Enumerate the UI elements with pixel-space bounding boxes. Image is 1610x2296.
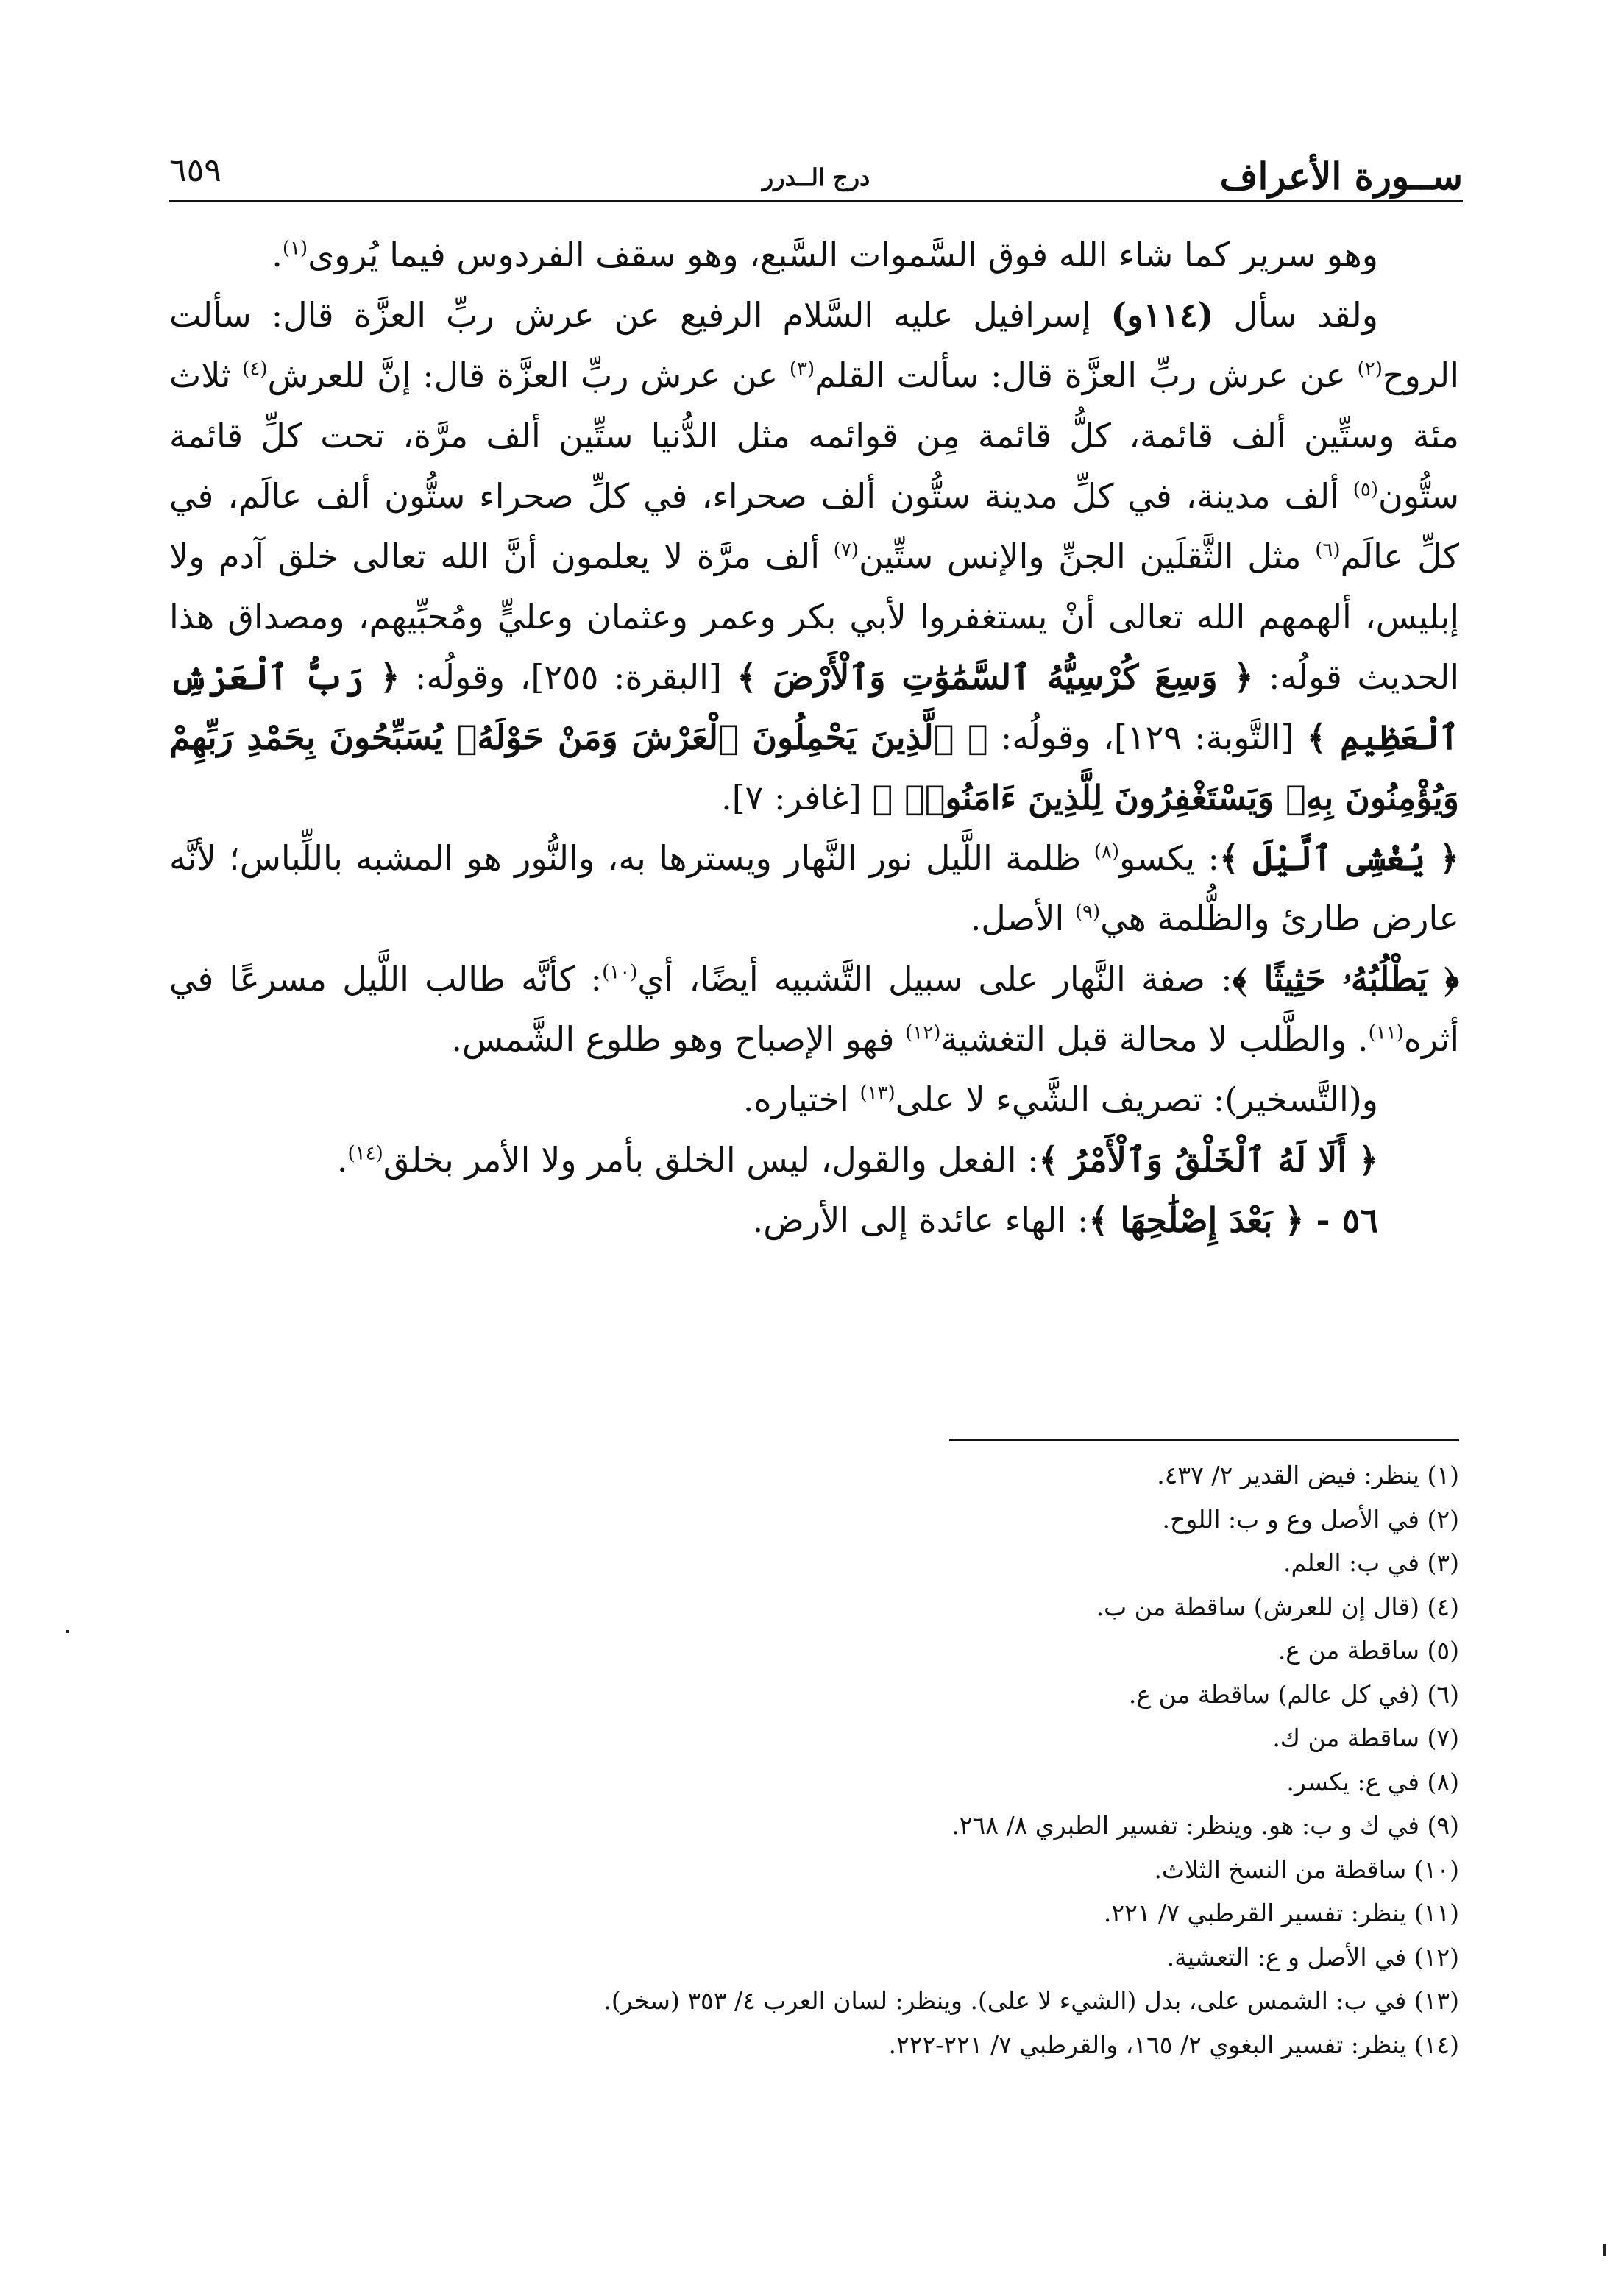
paragraph-1 bbox=[169, 224, 1459, 285]
text-run: [البقرة: ٢٥٥]، وقولُه: bbox=[400, 657, 737, 697]
quran-verse: ﴿ بَعْدَ إِصْلَٰحِهَا ﴾ bbox=[1088, 1200, 1305, 1240]
text-run: الأصل. bbox=[970, 899, 1075, 938]
footnote-ref: (٢) bbox=[1357, 358, 1383, 380]
quran-verse: ﴿ يَطْلُبُهُۥ حَثِيثًا ﴾ bbox=[1232, 959, 1459, 999]
footnote-ref: (٥) bbox=[1352, 478, 1379, 501]
footnote-ref: (١٤) bbox=[347, 1142, 383, 1165]
footnote-item: (٦) (في كل عالم) ساقطة من ع. bbox=[1128, 1679, 1459, 1709]
footnote-item: (٣) في ب: العلم. bbox=[1283, 1548, 1459, 1577]
quran-verse: ﴿ يُغْشِى ٱلَّيْلَ ﴾ bbox=[1219, 838, 1459, 878]
scan-mark bbox=[66, 1630, 69, 1633]
quran-verse: ﴿ رَبُّ ٱلْعَرْشِ ٱلْعَظِيمِ ﴾ bbox=[169, 657, 1459, 757]
text-run: [التَّوبة: ١٢٩]، وقولُه: bbox=[987, 718, 1307, 757]
page-number: ٦٥٩ bbox=[169, 152, 221, 189]
footnote-ref: (١٢) bbox=[905, 1021, 941, 1044]
book-title: درج الــدرر bbox=[762, 163, 870, 191]
text-run: [غافر: ٧]. bbox=[721, 778, 873, 818]
paragraph-2 bbox=[169, 285, 1459, 828]
footnote-item: (١) ينظر: فيض القدير ٢/ ٤٣٧. bbox=[1157, 1461, 1459, 1489]
bold-marker: (١١٤و) bbox=[1110, 295, 1214, 335]
header-divider bbox=[169, 200, 1463, 202]
text-run: ألف مرَّة لا يعلمون أنَّ الله تعالى خلق آدم ولا إبليس، ألهمهم الله تعالى أنْ يستغفروا لأبي بكر وعمر وعثمان وعليٍّ ومُحبِّيهم، ومصداق هذا الحديث قولُه: bbox=[169, 536, 1460, 697]
quran-verse: ﴿ وَسِعَ كُرْسِيُّهُ ٱلسَّمَٰوَٰتِ وَٱلْأَرْضَ ﴾ bbox=[737, 657, 1254, 697]
footnote-ref: (٧) bbox=[833, 539, 859, 561]
footnote-ref: (١٠) bbox=[602, 961, 638, 984]
footnote-ref: (٣) bbox=[789, 358, 815, 380]
footnote-divider bbox=[949, 1439, 1459, 1441]
footnote-item: (٤) (قال إن للعرش) ساقطة من ب. bbox=[1096, 1592, 1459, 1621]
paragraph-3 bbox=[169, 828, 1459, 949]
footnote-ref: (٦) bbox=[1315, 539, 1341, 561]
text-run: ثلاث مئة وستِّين ألف قائمة، كلُّ قائمة مِن قوائمه مثل الدُّنيا ستِّين ألف مرَّة، تحت كلِّ قائمة ستُّون bbox=[169, 355, 1460, 516]
text-run: : كأنَّه طالب اللَّيل مسرعًا في أثره bbox=[169, 959, 1459, 1059]
text-run: وهو سرير كما شاء الله فوق السَّموات السَّبع، وهو سقف الفردوس فيما يُروى bbox=[308, 235, 1378, 274]
paragraph-6 bbox=[169, 1130, 1459, 1190]
footnote-item: (١٤) ينظر: تفسير البغوي ٢/ ١٦٥، والقرطبي ٧/ ٢٢١-٢٢٢. bbox=[888, 2030, 1459, 2059]
text-run: : صفة النَّهار على سبيل التَّشبيه أيضًا، أي bbox=[637, 959, 1233, 999]
paragraph-7 bbox=[169, 1190, 1459, 1250]
paragraph-4 bbox=[169, 949, 1459, 1069]
footnote-ref: (٨) bbox=[1093, 840, 1120, 863]
text-run: : الهاء عائدة إلى الأرض. bbox=[752, 1200, 1089, 1240]
text-run: : الفعل والقول، ليس الخلق بأمر ولا الأمر بخلق bbox=[383, 1140, 1039, 1180]
footnote-ref: (٩) bbox=[1074, 901, 1101, 924]
main-text bbox=[169, 224, 1459, 1250]
quran-verse: ﴿ ٱلَّذِينَ يَحْمِلُونَ ٱلْعَرْشَ وَمَنْ حَوْلَهُۥ يُسَبِّحُونَ بِحَمْدِ رَبِّهِمْ وَيُؤْمِنُونَ بِهِۦ وَيَسْتَغْفِرُونَ لِلَّذِينَ ءَامَنُوا۟ ﴾ bbox=[169, 718, 1459, 818]
text-run: . bbox=[336, 1140, 348, 1180]
text-run: ولقد سأل bbox=[1213, 295, 1378, 335]
text-run: إسرافيل عليه السَّلام الرفيع عن عرش ربِّ العزَّة قال: سألت الروح bbox=[169, 295, 1459, 395]
footnote-ref: (١) bbox=[282, 237, 308, 260]
text-run: اختياره. bbox=[742, 1080, 860, 1119]
text-run: . bbox=[272, 235, 283, 274]
footnote-item: (١١) ينظر: تفسير القرطبي ٧/ ٢٢١. bbox=[1103, 1899, 1459, 1927]
text-run: : يكسو bbox=[1119, 838, 1219, 878]
text-run: فهو الإصباح وهو طلوع الشَّمس. bbox=[451, 1019, 906, 1059]
footnote-item: (١٢) في الأصل و ع: التعشية. bbox=[1166, 1942, 1459, 1971]
scan-mark bbox=[1603, 2244, 1606, 2256]
bold-marker: ٥٦ - bbox=[1304, 1200, 1378, 1240]
footnote-item: (٢) في الأصل وع و ب: اللوح. bbox=[1162, 1504, 1459, 1534]
footnote-item: (٩) في ك و ب: هو. وينظر: تفسير الطبري ٨/ ٢٦٨. bbox=[951, 1811, 1459, 1840]
running-header bbox=[169, 147, 1463, 199]
footnote-item: (١٠) ساقطة من النسخ الثلاث. bbox=[1154, 1854, 1459, 1884]
text-run: ألف مدينة، في كلِّ مدينة ستُّون ألف صحراء، في كلِّ صحراء ستُّون ألف عالَم، في كلِّ عالَم bbox=[169, 476, 1459, 576]
text-run: عن عرش ربِّ العزَّة قال: سألت القلم bbox=[815, 355, 1358, 395]
text-run: مثل الثَّقلَين الجنِّ والإنس ستِّين bbox=[858, 536, 1316, 576]
footnote-item: (١٣) في ب: الشمس على، بدل (الشيء لا على). وينظر: لسان العرب ٤/ ٣٥٣ (سخر). bbox=[603, 1986, 1459, 2015]
footnote-ref: (١١) bbox=[1368, 1021, 1404, 1044]
footnote-item: (٧) ساقطة من ك. bbox=[1272, 1723, 1459, 1752]
footnotes bbox=[603, 1453, 1459, 2066]
footnote-item: (٥) ساقطة من ع. bbox=[1277, 1636, 1459, 1665]
text-run: ظلمة اللَّيل نور النَّهار ويسترها به، والنُّور هو المشبه باللِّباس؛ لأنَّه عارض طارئ والظُّلمة هي bbox=[169, 838, 1459, 938]
footnote-ref: (١٣) bbox=[859, 1082, 896, 1105]
footnote-ref: (٤) bbox=[242, 358, 268, 380]
text-run: . والطَّلب لا محالة قبل التغشية bbox=[940, 1019, 1369, 1059]
quran-verse: ﴿ أَلَا لَهُ ٱلْخَلْقُ وَٱلْأَمْرُ ﴾ bbox=[1038, 1140, 1378, 1180]
text-run: و(التَّسخير): تصريف الشَّيء لا على bbox=[895, 1080, 1378, 1119]
surah-title: ســورة الأعراف bbox=[1219, 155, 1463, 198]
footnote-item: (٨) في ع: يكسر. bbox=[1286, 1767, 1459, 1796]
text-run: عن عرش ربِّ العزَّة قال: إنَّ للعرش bbox=[267, 355, 790, 395]
paragraph-5 bbox=[169, 1069, 1459, 1130]
